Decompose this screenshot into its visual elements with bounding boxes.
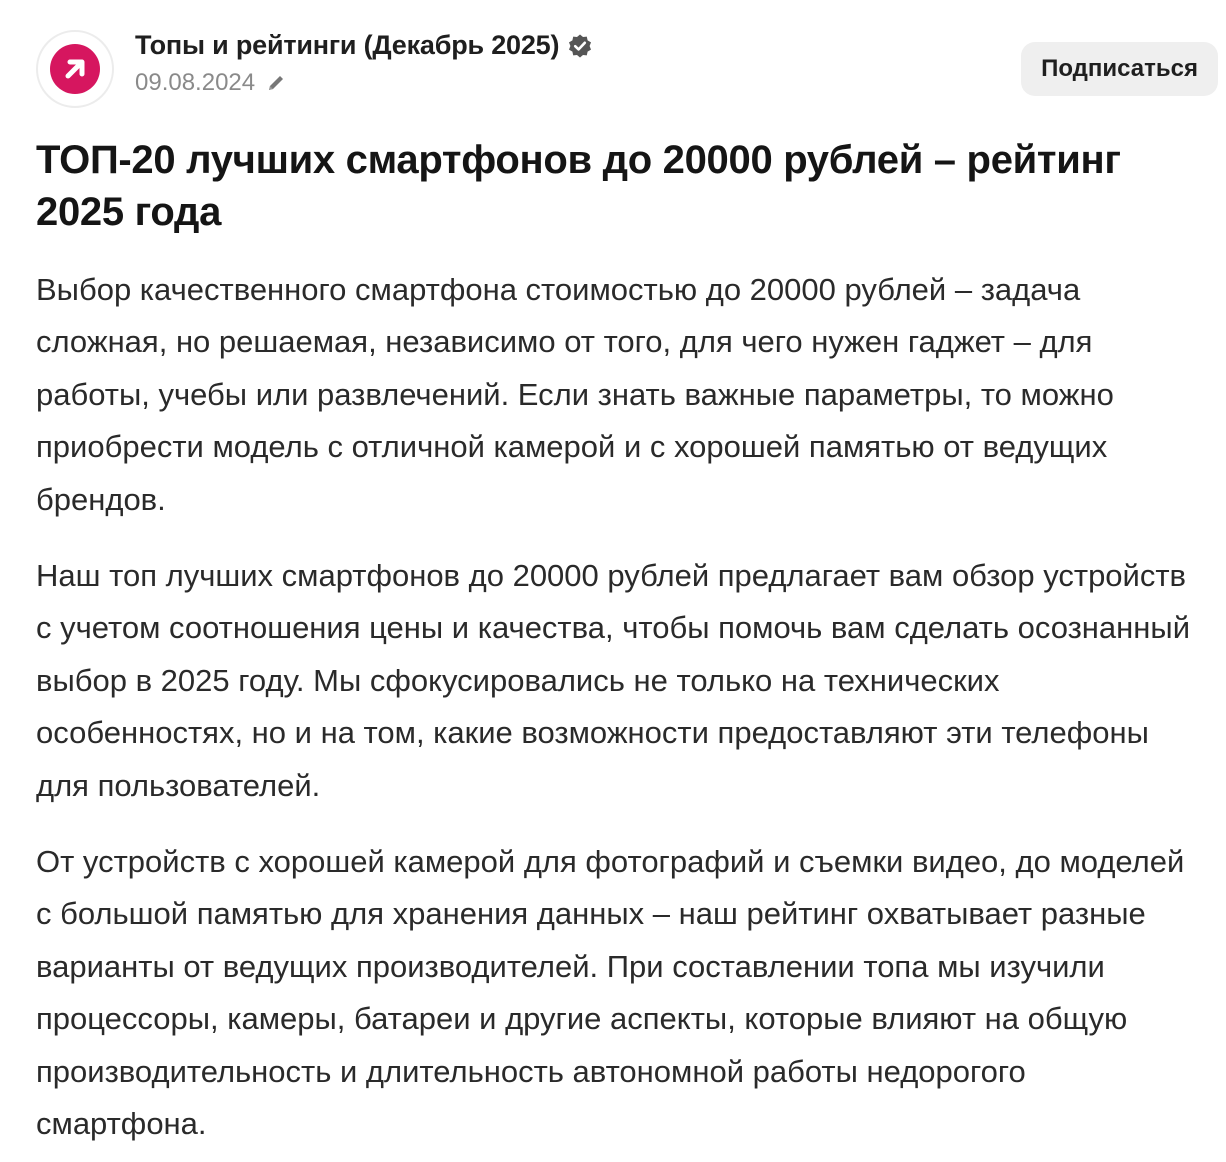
article-title: ТОП-20 лучших смартфонов до 20000 рублей – рейтинг 2025 года — [36, 138, 1121, 234]
channel-name[interactable]: Топы и рейтинги (Декабрь 2025) — [135, 30, 560, 60]
pencil-icon — [265, 72, 287, 94]
verified-badge-icon — [567, 33, 593, 59]
channel-info — [135, 30, 593, 97]
channel-avatar[interactable] — [36, 30, 114, 108]
subscribe-button[interactable]: Подписаться — [1021, 42, 1218, 96]
article-paragraph: Выбор качественного смартфона стоимостью до 20000 рублей – задача сложная, но решаемая, независимо от того, для чего нужен гаджет – для работы, учебы или развлечений. Если знать важные параметры, то можно приобрести модель с отличной камерой и с хорошей памятью от ведущих брендов. — [36, 272, 1114, 517]
article-paragraph: Наш топ лучших смартфонов до 20000 рублей предлагает вам обзор устройств с учетом соотношения цены и качества, чтобы помочь вам сделать осознанный выбор в 2025 году. Мы сфокусировались не только на технических особенностях, но и на том, какие возможности предоставляют эти телефоны для пользователей. — [36, 558, 1191, 803]
post-header — [36, 0, 1198, 120]
article-paragraph: От устройств с хорошей камерой для фотографий и съемки видео, до моделей с большой памятью для хранения данных – наш рейтинг охватывает разные варианты от ведущих производителей. При составлении топа мы изучили процессоры, камеры, батареи и другие аспекты, которые влияют на общую производительность и длительность автономной работы недорогого смартфона. — [36, 844, 1185, 1142]
arrow-up-right-icon — [50, 44, 100, 94]
post-date: 09.08.2024 — [135, 69, 256, 96]
